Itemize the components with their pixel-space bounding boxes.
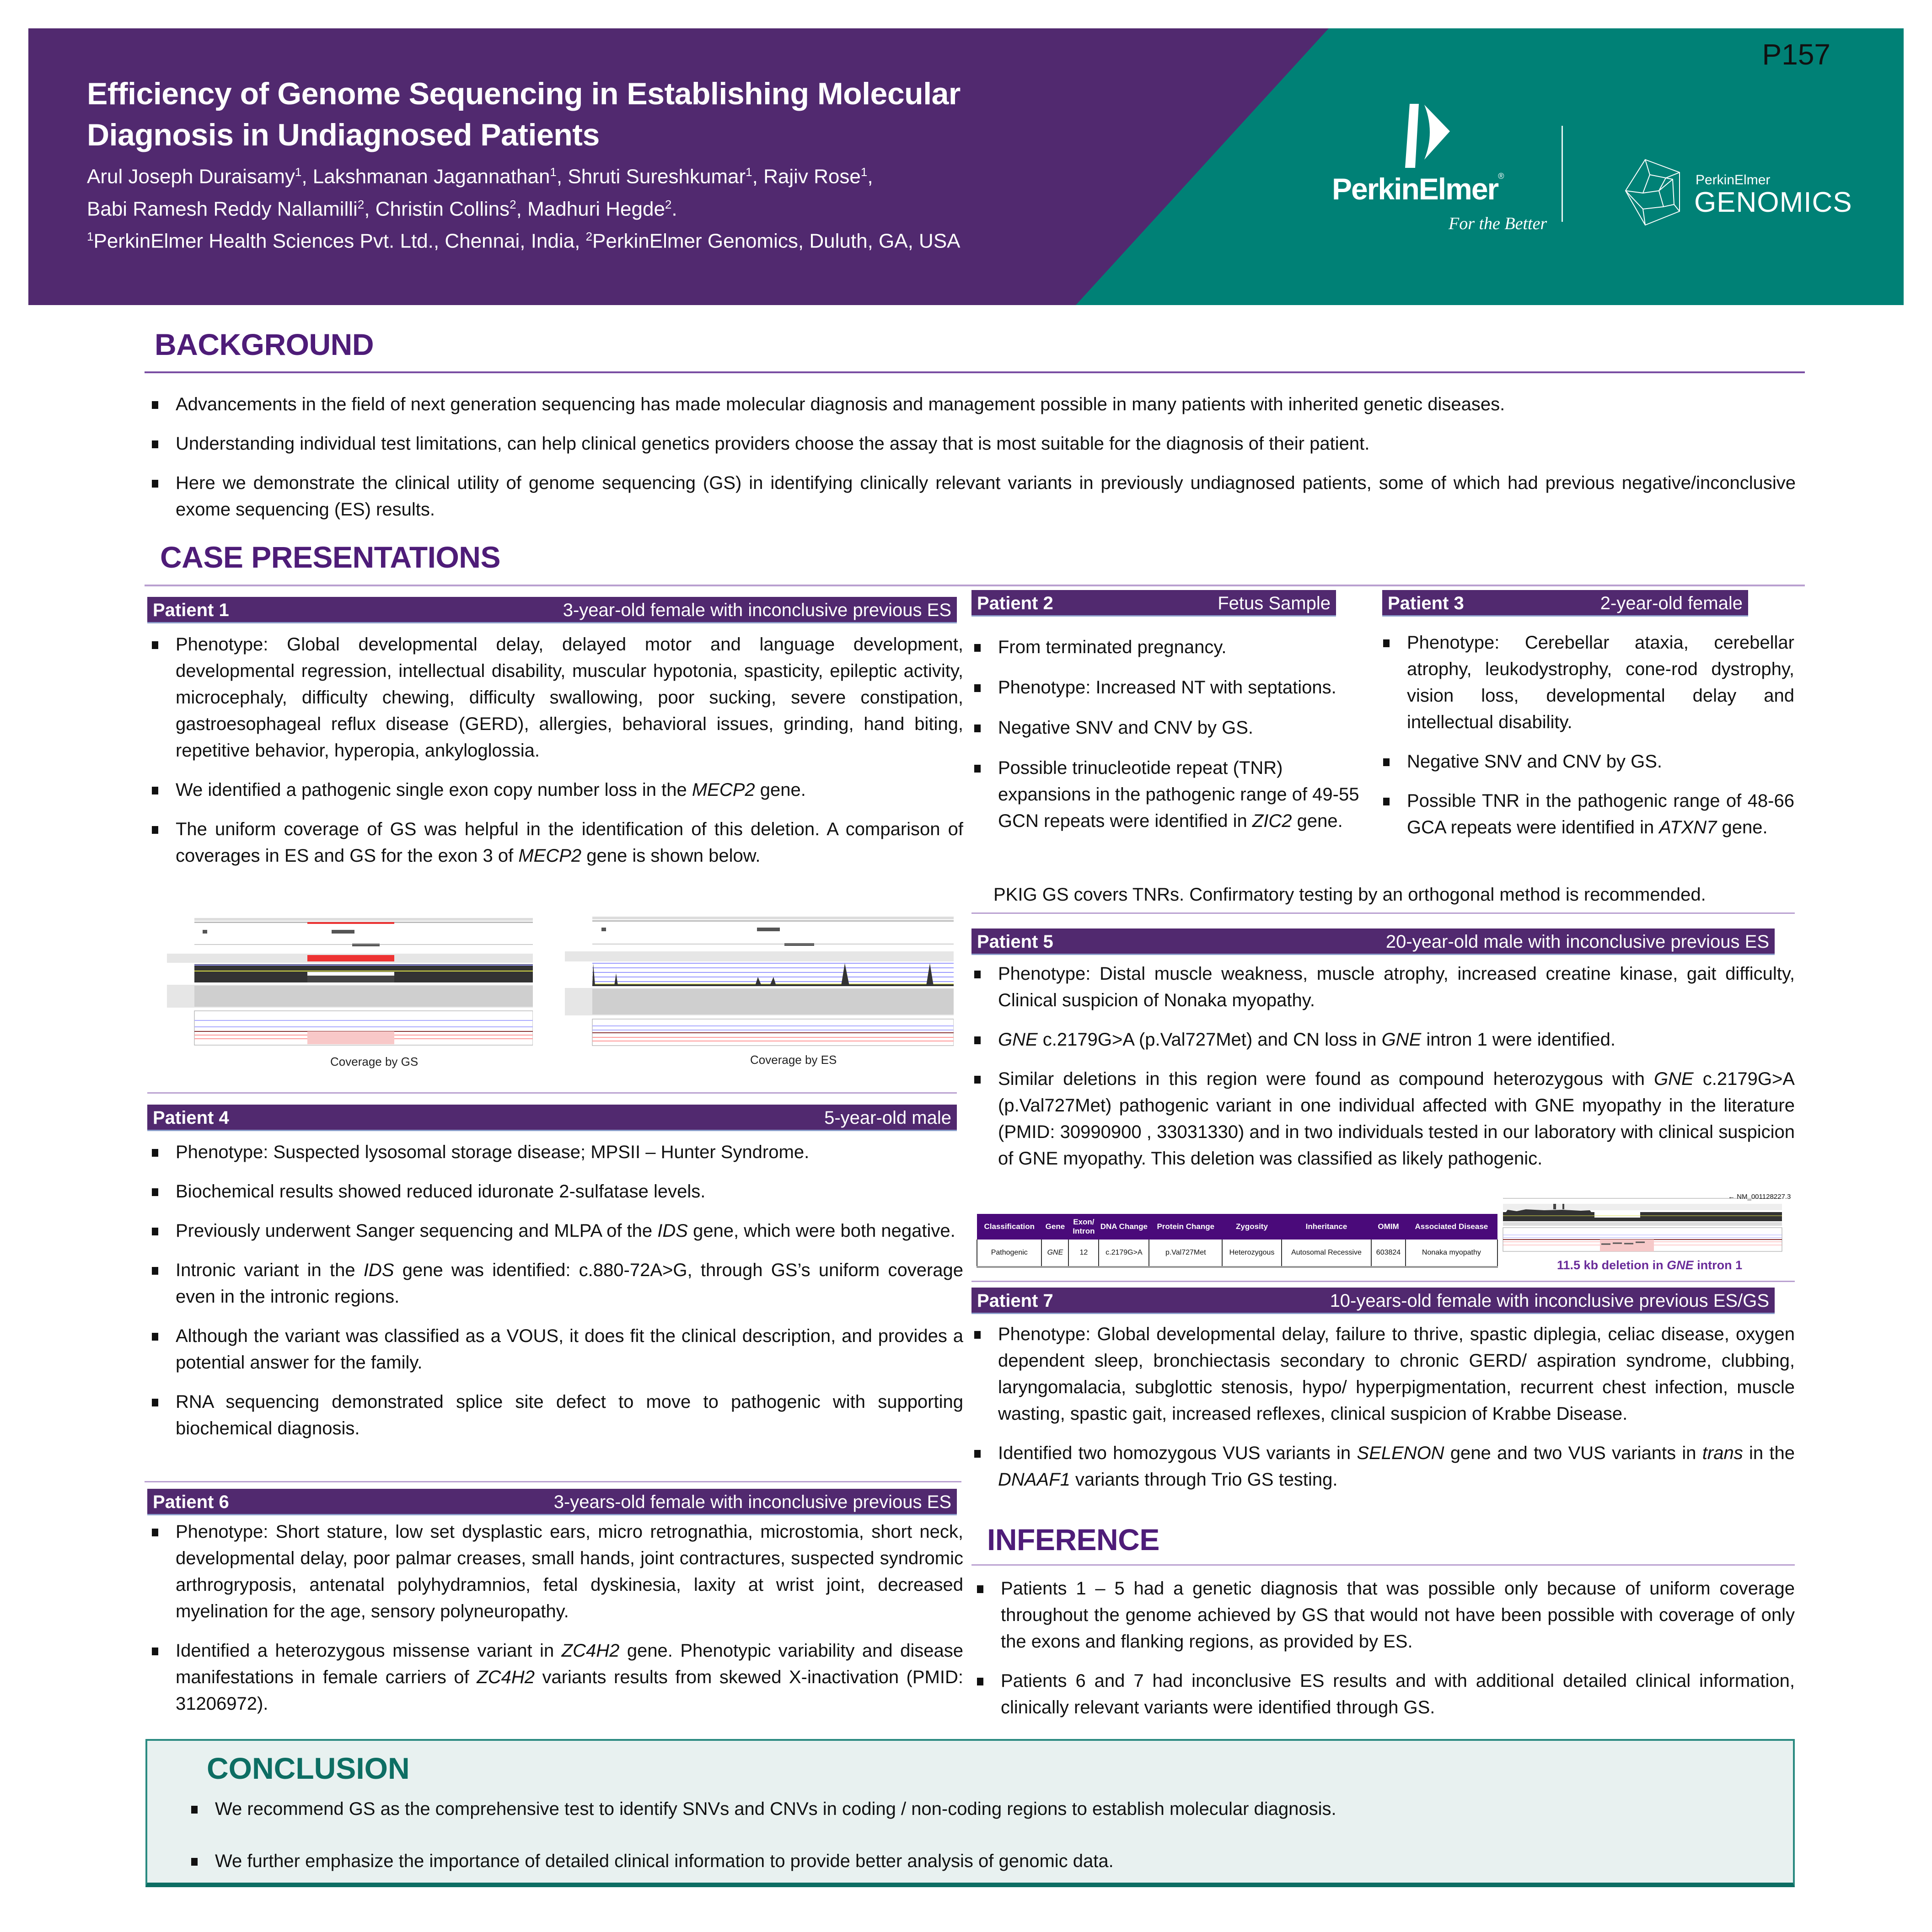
patient-5-list xyxy=(971,961,1795,1172)
gne-deletion-caption xyxy=(1557,1258,1742,1272)
patient-5-item: Phenotype: Distal muscle weakness, muscle atrophy, increased creatine kinase, gait difficulty, Clinical suspicion of Nonaka myopathy. xyxy=(971,961,1795,1014)
affiliation-number: 1 xyxy=(87,230,94,244)
author-affiliation: 2 xyxy=(357,197,365,211)
text: Possible TNR in the pathogenic range of 48-66 GCA repeats were identified in xyxy=(1407,791,1794,837)
table-cell: 603824 xyxy=(1371,1240,1406,1267)
background-item: Understanding individual test limitations, can help clinical genetics providers choose the assay that is most suitable for the diagnosis of their patient. xyxy=(149,430,1796,457)
patient-7-item xyxy=(971,1440,1795,1493)
text: gene, which were both negative. xyxy=(687,1221,955,1241)
patient-3-bar xyxy=(1382,590,1748,617)
patient-5-item xyxy=(971,1026,1795,1053)
gene-name: GNE xyxy=(1381,1030,1422,1050)
gene-name: trans xyxy=(1702,1443,1743,1463)
gene-name: IDS xyxy=(657,1221,688,1241)
coverage-es-caption: Coverage by ES xyxy=(750,1053,837,1067)
author: Rajiv Rose xyxy=(763,165,861,188)
gene-name: GNE xyxy=(998,1030,1038,1050)
author: Lakshmanan Jagannathan xyxy=(312,165,550,188)
title-line-1: Efficiency of Genome Sequencing in Establishing Molecular xyxy=(87,76,961,111)
patient-4-item: Biochemical results showed reduced iduronate 2-sulfatase levels. xyxy=(149,1178,963,1205)
text: gene is shown below. xyxy=(581,846,761,866)
affiliations xyxy=(87,223,961,255)
background-item: Here we demonstrate the clinical utility of genome sequencing (GS) in identifying clinically relevant variants in previously undiagnosed patients, some of which had previous negative/inconclusive exome sequencing (ES) results. xyxy=(149,470,1796,523)
table-cell: Heterozygous xyxy=(1222,1240,1282,1267)
gene-name: ZIC2 xyxy=(1252,811,1292,831)
gene-name: DNAAF1 xyxy=(998,1470,1070,1490)
gne-deletion-plot xyxy=(1498,1194,1787,1256)
author: Madhuri Hegde xyxy=(527,198,665,220)
patient-2-list xyxy=(971,634,1374,834)
patient-4-item: RNA sequencing demonstrated splice site defect to move to pathogenic with supporting biochemical diagnosis. xyxy=(149,1389,963,1442)
patient-label: Patient 1 xyxy=(153,600,229,620)
patient-description: 10-years-old female with inconclusive previous ES/GS xyxy=(1330,1291,1769,1311)
text: gene. Phenotypic variability and disease manifestations in female carriers of xyxy=(176,1641,964,1687)
patient-description: 3-year-old female with inconclusive previous ES xyxy=(563,600,951,620)
gem-icon xyxy=(1625,159,1693,227)
inference-list xyxy=(974,1575,1795,1721)
author-list xyxy=(87,158,961,255)
perkinelmer-p-mark-icon xyxy=(1391,104,1460,168)
table-cell: 12 xyxy=(1068,1240,1099,1267)
patient-1-item: Phenotype: Global developmental delay, delayed motor and language development, developmental regression, intellectual disability, muscular hypotonia, spasticity, epileptic activity, microcephaly, difficulty chewing, difficulty swallowing, poor sucking, severe constipation, gastroesophageal reflux disease (GERD), allergies, behavioral issues, grinding, hand biting, repetitive behavior, hyperopia, ankyloglossia. xyxy=(149,631,963,764)
patient-4-list xyxy=(149,1139,963,1442)
perkinelmer-wordmark xyxy=(1332,172,1503,206)
separator: , xyxy=(867,165,873,188)
patient-4-item xyxy=(149,1218,963,1244)
patient-1-item xyxy=(149,816,963,869)
patient-6-list xyxy=(149,1519,963,1717)
author-affiliation: 2 xyxy=(510,197,516,211)
text: gene was identified: c.880-72A>G, through GS’s uniform coverage even in the intronic regions. xyxy=(176,1260,964,1307)
gene-name: ZC4H2 xyxy=(561,1641,620,1661)
coverage-es-plot xyxy=(565,915,954,1047)
separator: , xyxy=(752,165,764,188)
poster-header xyxy=(28,28,1904,305)
poster-title xyxy=(87,73,961,156)
text: Identified a heterozygous missense variant in xyxy=(176,1641,562,1661)
patient-5-bar xyxy=(971,928,1775,955)
patient-2-item: From terminated pregnancy. xyxy=(971,634,1374,660)
genomics-big-text: GENOMICS xyxy=(1694,187,1852,218)
patient-2-item: Phenotype: Increased NT with septations. xyxy=(971,674,1374,701)
patient-4-item: Phenotype: Suspected lysosomal storage disease; MPSII – Hunter Syndrome. xyxy=(149,1139,963,1165)
patient-2-bar xyxy=(971,590,1336,617)
patient-description: Fetus Sample xyxy=(1218,593,1331,613)
table-cell: Nonaka myopathy xyxy=(1406,1240,1497,1267)
author-line-2 xyxy=(87,191,961,223)
patient-3-item: Phenotype: Cerebellar ataxia, cerebellar atrophy, leukodystrophy, cone-rod dystrophy, vision loss, developmental delay and intellectual disability. xyxy=(1380,629,1794,735)
gene-name: ATXN7 xyxy=(1659,817,1717,837)
author: Shruti Sureshkumar xyxy=(568,165,746,188)
patient-label: Patient 2 xyxy=(977,593,1053,613)
text: Possible trinucleotide repeat (TNR) expansions in the pathogenic range of 49-55 GCN repeats were identified in xyxy=(998,758,1359,831)
patient-7-list xyxy=(971,1321,1795,1493)
inference-rule xyxy=(971,1564,1795,1566)
patient-2-item xyxy=(971,755,1374,834)
gene-name: MECP2 xyxy=(692,780,755,800)
patient-1-item xyxy=(149,777,963,803)
patient-3-item xyxy=(1380,788,1794,841)
separator: . xyxy=(671,198,677,220)
text: gene. xyxy=(755,780,806,800)
affiliation-text: PerkinElmer Genomics, Duluth, GA, USA xyxy=(592,230,961,252)
text: We identified a pathogenic single exon copy number loss in the xyxy=(176,780,692,800)
table-cell: Autosomal Recessive xyxy=(1282,1240,1371,1267)
patient-3-list xyxy=(1380,629,1794,841)
patient-label: Patient 5 xyxy=(977,932,1053,952)
patient-1-rule xyxy=(147,1092,957,1094)
patient-7-bar xyxy=(971,1288,1775,1314)
patient-description: 3-years-old female with inconclusive previous ES xyxy=(553,1492,951,1512)
text: intron 1 were identified. xyxy=(1421,1030,1615,1050)
gene-name: GNE xyxy=(1667,1258,1694,1272)
patient-6-item: Phenotype: Short stature, low set dysplastic ears, micro retrognathia, microstomia, short neck, developmental delay, poor palmar creases, small hands, joint contractures, suspected syndromic arthrogryposis, antenatal polyhydramnios, fetal dyskinesia, laxity at wrist joint, decreased myelination for the age, sensory polyneuropathy. xyxy=(149,1519,963,1625)
case-presentations-rule xyxy=(145,585,1805,586)
patient-label: Patient 4 xyxy=(153,1108,229,1128)
text: gene. xyxy=(1717,817,1768,837)
inference-item: Patients 6 and 7 had inconclusive ES results and with additional detailed clinical information, clinically relevant variants were identified through GS. xyxy=(974,1668,1795,1721)
patient-4-item: Although the variant was classified as a VOUS, it does fit the clinical description, and provides a potential answer for the family. xyxy=(149,1323,963,1376)
text: The uniform coverage of GS was helpful in the identification of this deletion. A comparison of coverages in ES and GS for the exon 3 of xyxy=(176,819,963,866)
patient-label: Patient 6 xyxy=(153,1492,229,1512)
patient-4-item xyxy=(149,1257,963,1310)
gene-name: MECP2 xyxy=(518,846,582,866)
column-header: Associated Disease xyxy=(1406,1214,1497,1240)
column-header: Classification xyxy=(977,1214,1041,1240)
patient-6-item xyxy=(149,1637,963,1717)
table-cell: c.2179G>A xyxy=(1099,1240,1149,1267)
tnr-note: PKIG GS covers TNRs. Confirmatory testing by an orthogonal method is recommended. xyxy=(993,885,1706,905)
gene-name: IDS xyxy=(363,1260,394,1280)
conclusion-item: We recommend GS as the comprehensive test to identify SNVs and CNVs in coding / non-coding regions to establish molecular diagnosis. xyxy=(188,1796,1744,1822)
table-cell: Pathogenic xyxy=(977,1240,1041,1267)
coverage-gs-caption: Coverage by GS xyxy=(330,1055,419,1068)
inference-heading: INFERENCE xyxy=(987,1523,1159,1556)
affiliation-text: PerkinElmer Health Sciences Pvt. Ltd., Chennai, India, xyxy=(93,230,586,252)
author-affiliation: 1 xyxy=(550,165,557,179)
patient-description: 20-year-old male with inconclusive previous ES xyxy=(1385,932,1769,952)
coverage-gs-plot xyxy=(167,917,533,1050)
separator: , xyxy=(301,165,313,188)
text: variants results from skewed X-inactivation (PMID: 31206972). xyxy=(176,1667,963,1714)
affiliation-number: 2 xyxy=(585,230,593,244)
column-header: Protein Change xyxy=(1149,1214,1222,1240)
text: c.2179G>A (p.Val727Met) and CN loss in xyxy=(1037,1030,1382,1050)
column-header: OMIM xyxy=(1371,1214,1406,1240)
table-header-row xyxy=(977,1214,1497,1240)
background-item: Advancements in the field of next generation sequencing has made molecular diagnosis and management possible in many patients with inherited genetic diseases. xyxy=(149,391,1796,418)
patient-2-item: Negative SNV and CNV by GS. xyxy=(971,714,1374,741)
author-line-1 xyxy=(87,158,961,191)
registered-mark: ® xyxy=(1498,172,1503,181)
logo-divider xyxy=(1562,126,1563,222)
perkinelmer-logo xyxy=(1332,104,1570,255)
patient-1-list xyxy=(149,631,963,869)
separator: , xyxy=(516,198,528,220)
separator: , xyxy=(364,198,376,220)
gene-name: SELENON xyxy=(1357,1443,1444,1463)
author-affiliation: 2 xyxy=(665,197,672,211)
patient-5-rule xyxy=(971,1281,1795,1282)
text: Identified two homozygous VUS variants in xyxy=(998,1443,1357,1463)
title-line-2: Diagnosis in Undiagnosed Patients xyxy=(87,118,600,152)
background-list xyxy=(149,391,1796,523)
column-header: Zygosity xyxy=(1222,1214,1282,1240)
transcript-label: ← NM_001128227.3 xyxy=(1728,1193,1791,1201)
conclusion-item: We further emphasize the importance of detailed clinical information to provide better analysis of genomic data. xyxy=(188,1848,1744,1874)
table-cell: p.Val727Met xyxy=(1149,1240,1222,1267)
column-header: Gene xyxy=(1041,1214,1068,1240)
author-affiliation: 1 xyxy=(295,165,302,179)
conclusion-box xyxy=(145,1739,1795,1887)
background-heading: BACKGROUND xyxy=(155,327,374,361)
gene-name: GNE xyxy=(1654,1069,1694,1089)
patient-3-item: Negative SNV and CNV by GS. xyxy=(1380,748,1794,775)
separator: , xyxy=(556,165,568,188)
patient-5-item xyxy=(971,1066,1795,1172)
patient-4-rule xyxy=(145,1481,961,1482)
gene-name: ZC4H2 xyxy=(477,1667,535,1687)
text: Previously underwent Sanger sequencing and MLPA of the xyxy=(176,1221,658,1241)
patient-1-bar xyxy=(147,597,957,623)
patient-label: Patient 7 xyxy=(977,1291,1053,1311)
patient-label: Patient 3 xyxy=(1388,593,1464,613)
patient-4-bar xyxy=(147,1105,957,1131)
background-rule xyxy=(145,371,1805,373)
text: variants through Trio GS testing. xyxy=(1070,1470,1338,1490)
patient-description: 2-year-old female xyxy=(1600,593,1743,613)
text: intron 1 xyxy=(1693,1258,1743,1272)
tnr-rule xyxy=(971,912,1795,914)
gne-variant-table xyxy=(977,1214,1498,1268)
author: Babi Ramesh Reddy Nallamilli xyxy=(87,198,358,220)
patient-7-item: Phenotype: Global developmental delay, failure to thrive, spastic diplegia, celiac disease, oxygen dependent sleep, bronchiectasis secondary to chronic GERD/ aspiration syndrome, clubbing, laryngomalacia, subglottic stenosis, hypo/ hyperpigmentation, recurrent chest infection, muscle wasting, spastic gait, increased reflexes, clinical suspicion of Krabbe Disease. xyxy=(971,1321,1795,1427)
logo-tagline: For the Better xyxy=(1449,214,1547,233)
author: Christin Collins xyxy=(375,198,510,220)
table-cell: GNE xyxy=(1041,1240,1068,1267)
text: Intronic variant in the xyxy=(176,1260,364,1280)
genomics-small-text: PerkinElmer xyxy=(1696,172,1771,188)
author-affiliation: 1 xyxy=(746,165,752,179)
perkinelmer-genomics-logo xyxy=(1625,159,1853,232)
column-header: DNA Change xyxy=(1099,1214,1149,1240)
inference-item: Patients 1 – 5 had a genetic diagnosis that was possible only because of uniform coverage throughout the genome achieved by GS that would not have been possible with coverage of only the exons and flanking regions, as provided by ES. xyxy=(974,1575,1795,1655)
case-presentations-heading: CASE PRESENTATIONS xyxy=(160,540,500,574)
patient-6-bar xyxy=(147,1489,957,1515)
logo-main-text: PerkinElmer xyxy=(1332,172,1498,206)
conclusion-list xyxy=(188,1796,1744,1874)
column-header: Exon/ Intron xyxy=(1068,1214,1099,1240)
author: Arul Joseph Duraisamy xyxy=(87,165,295,188)
text: gene and two VUS variants in xyxy=(1444,1443,1702,1463)
poster-id: P157 xyxy=(1762,38,1830,71)
header-text xyxy=(87,73,961,255)
text: in the xyxy=(1743,1443,1795,1463)
column-header: Inheritance xyxy=(1282,1214,1371,1240)
text: 11.5 kb deletion in xyxy=(1557,1258,1667,1272)
conclusion-heading: CONCLUSION xyxy=(207,1751,410,1785)
transcript-id: NM_001128227.3 xyxy=(1737,1193,1791,1201)
text: Similar deletions in this region were found as compound heterozygous with xyxy=(998,1069,1654,1089)
text: gene. xyxy=(1292,811,1343,831)
patient-description: 5-year-old male xyxy=(824,1108,951,1128)
text: c.2179G>A (p.Val727Met) pathogenic variant in one individual affected with GNE myopathy in the literature (PMID: 30990900 , 33031330) and in two individuals tested in our laboratory with clinical suspicion of GNE myopathy. This deletion was classified as likely pathogenic. xyxy=(998,1069,1795,1169)
author-affiliation: 1 xyxy=(860,165,868,179)
table-row xyxy=(977,1240,1497,1267)
